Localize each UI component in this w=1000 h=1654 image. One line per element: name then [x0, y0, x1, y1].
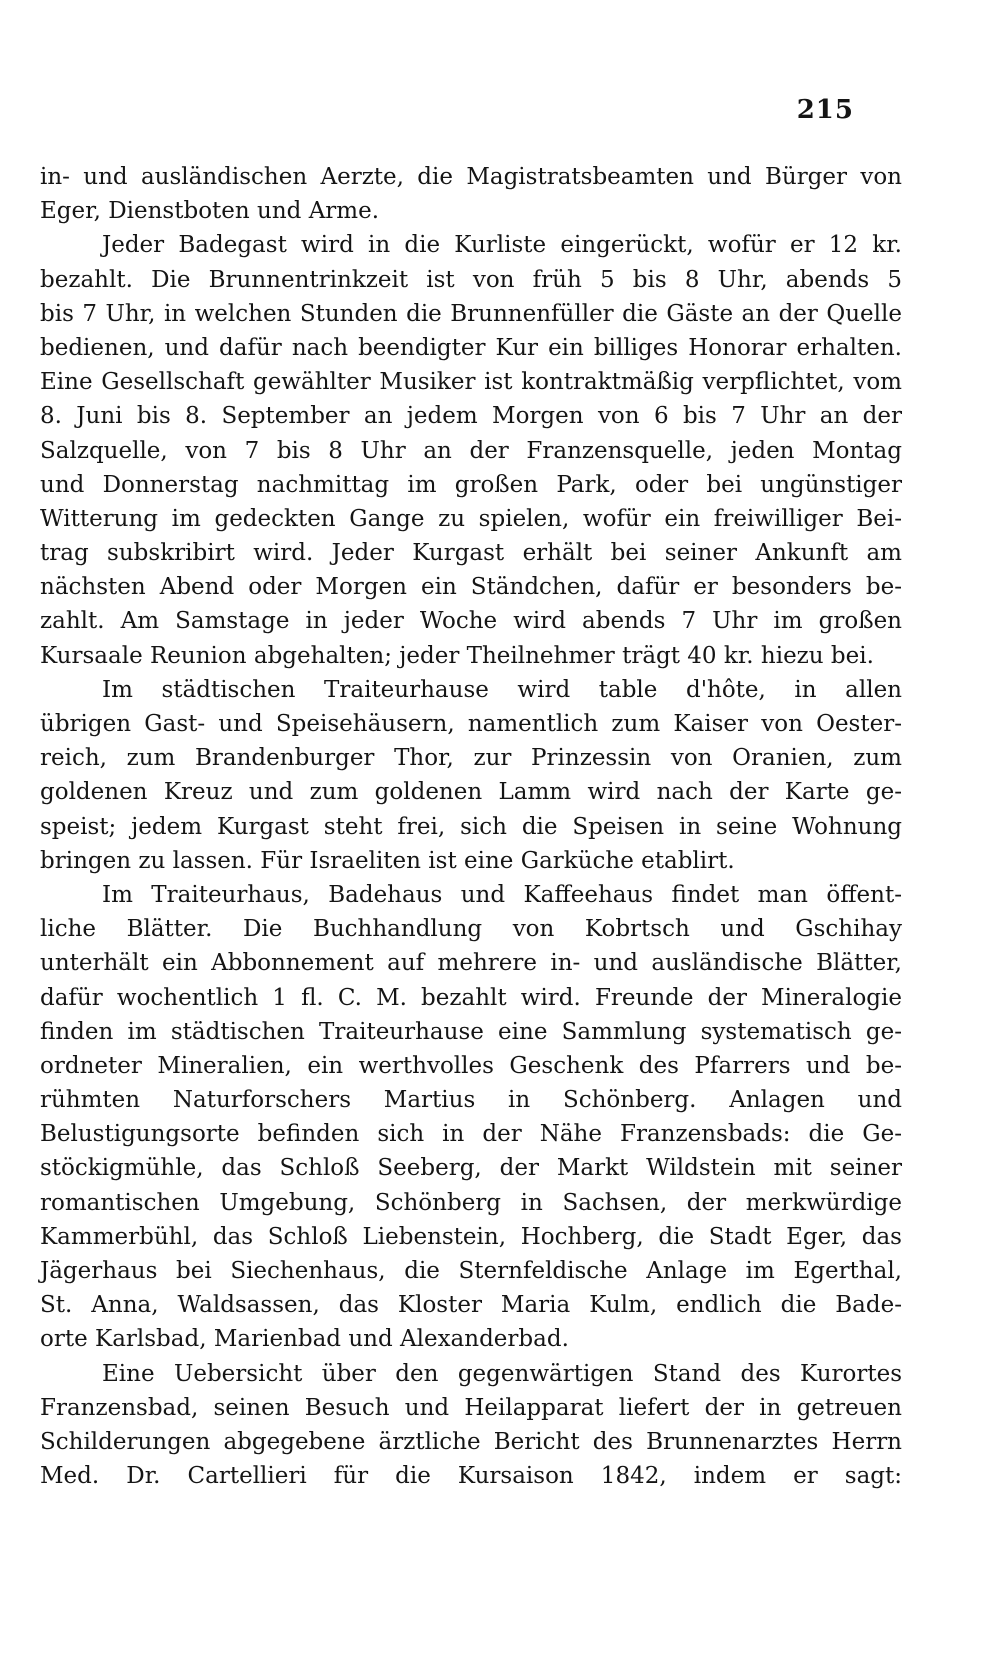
- text-line: bis 7 Uhr, in welchen Stunden die Brunnenfüller die Gäste an der Quelle: [40, 300, 902, 327]
- text-line: Eine Uebersicht über den gegenwärtigen Stand des Kurortes: [102, 1360, 902, 1387]
- text-line: Belustigungsorte befinden sich in der Nähe Franzensbads: die Ge-: [40, 1121, 902, 1148]
- text-line: 8. Juni bis 8. September an jedem Morgen von 6 bis 7 Uhr an der: [40, 403, 902, 430]
- text-line: liche Blätter. Die Buchhandlung von Kobrtsch und Gschihay: [40, 916, 902, 943]
- text-line: bringen zu lassen. Für Israeliten ist eine Garküche etablirt.: [40, 847, 735, 874]
- text-line: dafür wochentlich 1 fl. C. M. bezahlt wird. Freunde der Mineralogie: [40, 984, 902, 1011]
- text-line: St. Anna, Waldsassen, das Kloster Maria Kulm, endlich die Bade-: [40, 1292, 902, 1319]
- text-line: übrigen Gast- und Speisehäusern, namentlich zum Kaiser von Oester-: [40, 711, 902, 737]
- text-line: Salzquelle, von 7 bis 8 Uhr an der Franzensquelle, jeden Montag: [40, 437, 902, 464]
- text-line: bezahlt. Die Brunnentrinkzeit ist von früh 5 bis 8 Uhr, abends 5: [40, 266, 902, 293]
- text-line: ordneter Mineralien, ein werthvolles Geschenk des Pfarrers und be-: [40, 1052, 902, 1079]
- text-line: nächsten Abend oder Morgen ein Ständchen, dafür er besonders be-: [40, 574, 902, 601]
- text-line: Med. Dr. Cartellieri für die Kursaison 1842, indem er sagt:: [40, 1463, 902, 1490]
- text-line: Eger, Dienstboten und Arme.: [40, 198, 380, 225]
- page-number: 215: [796, 95, 854, 125]
- text-line: und Donnerstag nachmittag im großen Park, oder bei ungünstiger: [40, 471, 902, 498]
- text-line: Kursaale Reunion abgehalten; jeder Theilnehmer trägt 40 kr. hiezu bei.: [40, 642, 874, 669]
- text-line: Witterung im gedeckten Gange zu spielen, wofür ein freiwilliger Bei-: [40, 505, 902, 532]
- text-line: orte Karlsbad, Marienbad und Alexanderbad.: [40, 1326, 569, 1353]
- text-line: zahlt. Am Samstage in jeder Woche wird abends 7 Uhr im großen: [40, 608, 902, 635]
- text-line: Im städtischen Traiteurhause wird table d'hôte, in allen: [102, 676, 902, 703]
- text-line: reich, zum Brandenburger Thor, zur Prinzessin von Oranien, zum: [40, 745, 902, 772]
- text-line: Im Traiteurhaus, Badehaus und Kaffeehaus findet man öffent-: [102, 881, 902, 908]
- text-line: romantischen Umgebung, Schönberg in Sachsen, der merkwürdige: [40, 1189, 902, 1216]
- text-line: Jägerhaus bei Siechenhaus, die Sternfeldische Anlage im Egerthal,: [40, 1258, 902, 1284]
- text-line: Kammerbühl, das Schloß Liebenstein, Hochberg, die Stadt Eger, das: [40, 1223, 902, 1250]
- text-line: Franzensbad, seinen Besuch und Heilapparat liefert der in getreuen: [40, 1394, 902, 1421]
- text-line: finden im städtischen Traiteurhause eine Sammlung systematisch ge-: [40, 1018, 902, 1045]
- text-line: Schilderungen abgegebene ärztliche Bericht des Brunnenarztes Herrn: [40, 1428, 902, 1455]
- text-line: rühmten Naturforschers Martius in Schönberg. Anlagen und: [40, 1087, 902, 1114]
- text-line: in- und ausländischen Aerzte, die Magistratsbeamten und Bürger von: [40, 164, 902, 190]
- text-line: bedienen, und dafür nach beendigter Kur ein billiges Honorar erhalten.: [40, 334, 902, 361]
- text-line: stöckigmühle, das Schloß Seeberg, der Markt Wildstein mit seiner: [40, 1155, 902, 1182]
- text-line: trag subskribirt wird. Jeder Kurgast erhält bei seiner Ankunft am: [40, 540, 902, 567]
- text-line: unterhält ein Abbonnement auf mehrere in- und ausländische Blätter,: [40, 950, 902, 977]
- body-text: [40, 160, 902, 1493]
- text-line: speist; jedem Kurgast steht frei, sich die Speisen in seine Wohnung: [40, 813, 902, 840]
- text-line: Jeder Badegast wird in die Kurliste eingerückt, wofür er 12 kr.: [102, 232, 902, 259]
- text-line: Eine Gesellschaft gewählter Musiker ist kontraktmäßig verpflichtet, vom: [40, 369, 902, 396]
- text-line: goldenen Kreuz und zum goldenen Lamm wird nach der Karte ge-: [40, 779, 902, 806]
